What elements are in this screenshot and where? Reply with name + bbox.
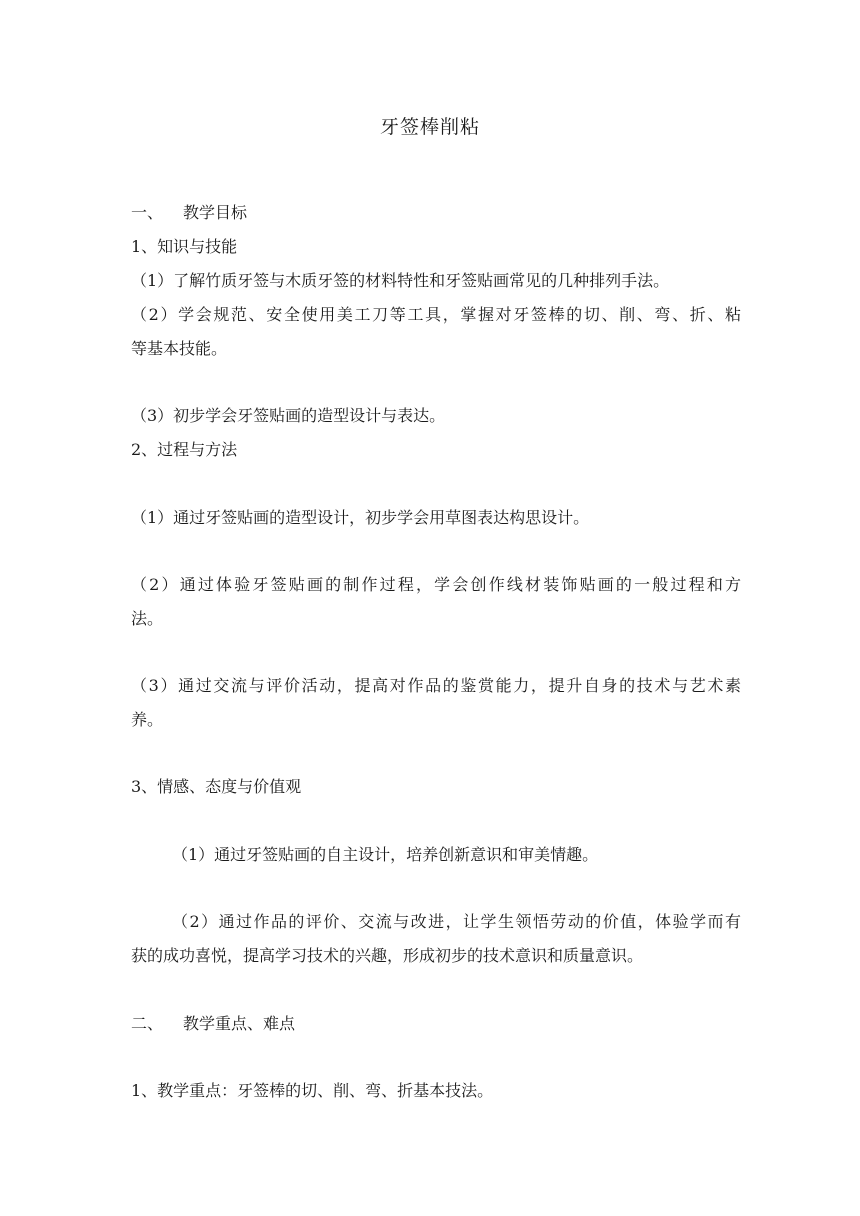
- paragraph-continuation: 法。: [131, 609, 164, 628]
- section-number: 一、: [131, 203, 164, 222]
- paragraph-continuation: 获的成功喜悦，提高学习技术的兴趣，形成初步的技术意识和质量意识。: [131, 946, 644, 965]
- section-heading-text: 教学重点、难点: [183, 1014, 296, 1033]
- paragraph-item: （2）通过体验牙签贴画的制作过程，学会创作线材装饰贴画的一般过程和方: [131, 575, 741, 594]
- paragraph-item: （1）通过牙签贴画的自主设计，培养创新意识和审美情趣。: [172, 845, 599, 864]
- paragraph-item: 1、教学重点：牙签棒的切、削、弯、折基本技法。: [131, 1081, 494, 1100]
- section-heading-text: 教学目标: [183, 203, 248, 222]
- paragraph-item: （2）学会规范、安全使用美工刀等工具，掌握对牙签棒的切、削、弯、折、粘: [131, 305, 741, 324]
- paragraph-item: （1）通过牙签贴画的造型设计，初步学会用草图表达构思设计。: [131, 508, 590, 527]
- paragraph-continuation: 养。: [131, 710, 164, 729]
- section-heading-objectives: [131, 196, 741, 230]
- subheading-process-methods: 2、过程与方法: [131, 440, 238, 459]
- document-title: 牙签棒削粘: [379, 116, 480, 138]
- section-number: 二、: [131, 1014, 164, 1033]
- paragraph-continuation: 等基本技能。: [131, 339, 228, 358]
- section-heading-key-points: [131, 1007, 741, 1041]
- paragraph-item: （1）了解竹质牙签与木质牙签的材料特性和牙签贴画常见的几种排列手法。: [131, 271, 670, 290]
- paragraph-item: （3）初步学会牙签贴画的造型设计与表达。: [131, 406, 446, 425]
- paragraph-item: （3）通过交流与评价活动，提高对作品的鉴赏能力，提升自身的技术与艺术素: [131, 676, 741, 695]
- paragraph-item: （2）通过作品的评价、交流与改进，让学生领悟劳动的价值，体验学而有: [172, 912, 741, 931]
- subheading-knowledge-skills: 1、知识与技能: [131, 237, 238, 256]
- subheading-attitude-values: 3、情感、态度与价值观: [131, 777, 302, 796]
